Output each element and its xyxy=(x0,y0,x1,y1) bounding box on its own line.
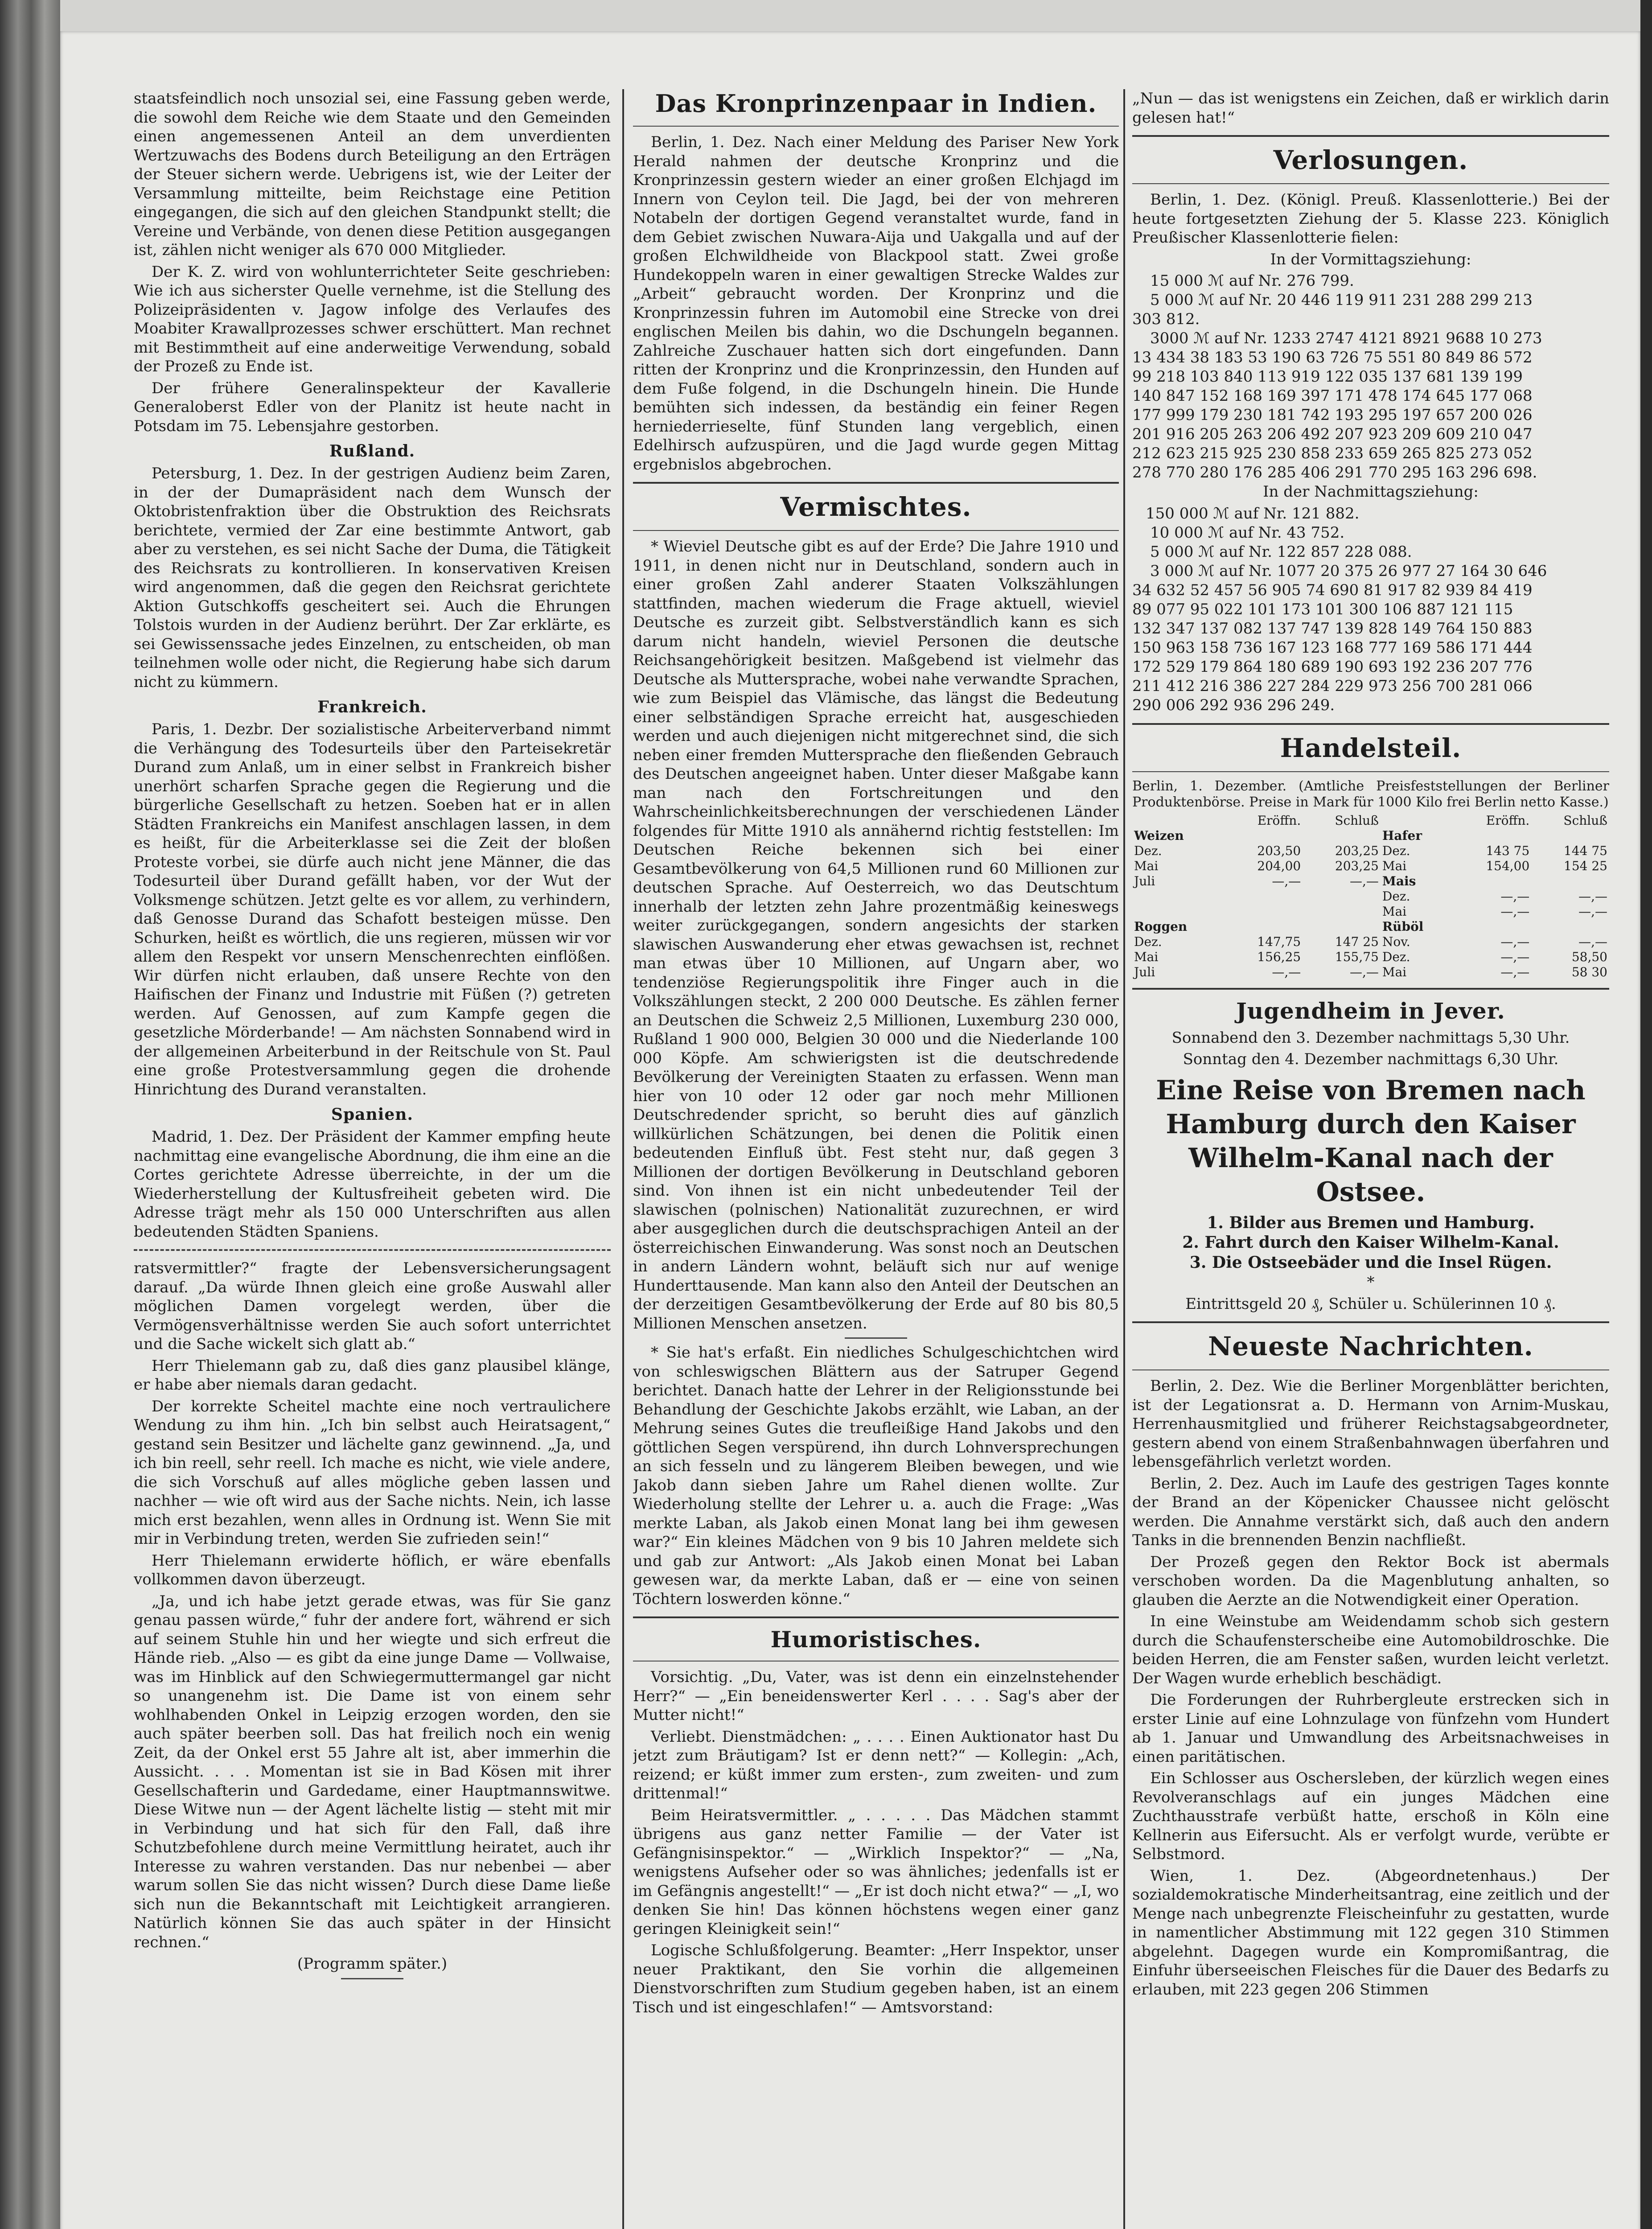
lottery-line: 303 812. xyxy=(1132,310,1200,328)
section-title-verlosungen: Verlosungen. xyxy=(1273,145,1468,175)
market-cell: 154 25 xyxy=(1564,858,1607,873)
lottery-line: 89 077 95 022 101 173 101 300 106 887 121 115 xyxy=(1132,600,1513,618)
joke-paragraph: Vorsichtig. „Du, Vater, was ist denn ein einzelnstehender Herr?“ — „Ein beneidenswerter Kerl . . . . Sag's aber der Mutter nicht!“ xyxy=(633,1668,1119,1724)
article-paragraph: Berlin, 1. Dez. (Königl. Preuß. Klassenlotterie.) Bei der heute fortgesetzten Ziehung der 5. Klasse 223. Königlich Preußischer Klassenlotterie fielen: xyxy=(1132,191,1609,247)
joke-paragraph: Logische Schlußfolgerung. Beamter: „Herr Inspektor, unser neuer Praktikant, den Sie vorhin die allgemeinen Dienstvorschriften zum Studium gegeben haben, ist an einem Tisch und ist eingeschlafen!“ — Amtsvorstand: xyxy=(633,1941,1119,2016)
news-paragraph: Wien, 1. Dez. (Abgeordnetenhaus.) Der sozialdemokratische Minderheitsantrag, eine zeitlich und der Menge nach unbegrenzte Fleischeinfuhr zu gestatten, wurde in namentlicher Abstimmung mit 122 gegen 310 Stimmen abgelehnt. Dagegen wurde ein Kompromißantrag, die Einfuhr überseeischen Fleisches für die Dauer des Bedarfs zu erlauben, mit 223 gegen 206 Stimmen xyxy=(1132,1867,1609,1999)
article-title-indien: Das Kronprinzenpaar in Indien. xyxy=(655,89,1097,118)
market-cell: 58 30 xyxy=(1571,964,1607,979)
market-cell: —,— xyxy=(1272,964,1301,979)
market-row xyxy=(1132,843,1609,859)
lottery-subhead: In der Vormittagsziehung: xyxy=(1270,250,1471,268)
feuilleton-paragraph: Herr Thielemann gab zu, daß dies ganz plausibel klänge, er habe aber niemals daran gedacht. xyxy=(134,1357,611,1394)
title-rule xyxy=(633,126,1119,127)
article-separator xyxy=(845,1337,907,1339)
market-row xyxy=(1132,889,1609,904)
lottery-list-afternoon xyxy=(1132,504,1609,715)
market-row xyxy=(1132,904,1609,919)
lottery-line: 211 412 216 386 227 284 229 973 256 700 281 066 xyxy=(1132,677,1533,695)
market-cell: Dez. xyxy=(1134,934,1162,949)
market-cell: 58,50 xyxy=(1571,949,1607,964)
end-rule xyxy=(341,1978,403,1979)
column-right xyxy=(1132,89,1609,2229)
lottery-line: 5 000 ℳ auf Nr. 20 446 119 911 231 288 299 213 xyxy=(1150,291,1533,309)
news-paragraph: Berlin, 2. Dez. Wie die Berliner Morgenblätter berichten, ist der Legationsrat a. D. Hermann von Arnim-Muskau, Herrenhausmitglied und früherer Reichstagsabgeordneter, gestern abend von einem Straßenbahnwagen überfahren und lebensgefährlich verletzt worden. xyxy=(1132,1377,1609,1471)
ad-item: 2. Fahrt durch den Kaiser Wilhelm-Kanal. xyxy=(1182,1233,1559,1252)
market-cell: 143 75 xyxy=(1486,843,1530,858)
article-paragraph: Paris, 1. Dezbr. Der sozialistische Arbeiterverband nimmt die Verhängung des Todesurteils über den Parteisekretär Durand zum Anlaß, um in einer selbst in Frankreich bisher unerhört scharfen Sprache gegen die Regierung und die bürgerliche Gesellschaft zu hetzen. Soeben hat er in allen Städten Frankreichs ein Manifest anschlagen lassen, in dem es heißt, für die Arbeiterklasse sei die Zeit der bloßen Proteste vorbei, sie dürfe auch nicht jene Männer, die das Todesurteil über Durand gefällt haben, vor der Wut der Volksmenge schützen. Jetzt gelte es vor allem, zu verhindern, daß Genosse Durand das Schafott besteigen müsse. Den Schurken, heißt es wörtlich, die uns regieren, müssen wir vor allem den Respekt vor unsern Menschenrechten einflößen. Wir dürfen nicht erlauben, daß unsere Rechte von den Haifischen der Finanz und Industrie mit Füßen (?) getreten werden. Auf Genossen, auf zum Kampfe gegen die gesetzliche Mörderbande! — Am nächsten Sonnabend wird in der allgemeinen Arbeiterbund in der Reitschule von St. Paul eine große Protestversammlung gegen die drohende Hinrichtung des Durand veranstalten. xyxy=(134,720,611,1098)
news-paragraph: Der Prozeß gegen den Rektor Bock ist abermals verschoben worden. Da die Magenblutung anhalten, so glauben die Aerzte an die Notwendigkeit einer Operation. xyxy=(1132,1553,1609,1609)
lottery-line: 5 000 ℳ auf Nr. 122 857 228 088. xyxy=(1150,543,1412,561)
market-row xyxy=(1132,965,1609,980)
market-cell: —,— xyxy=(1500,964,1530,979)
joke-paragraph: Verliebt. Dienstmädchen: „ . . . . Einen Auktionator hast Du jetzt zum Bräutigam? Ist er denn nett?“ — Kollegin: „Ach, reizend; er küßt immer zum ersten-, zum zweiten- und zum drittenmal!“ xyxy=(633,1727,1119,1802)
market-col-head: Eröffn. xyxy=(1486,813,1530,828)
market-cell: 155,75 xyxy=(1335,949,1379,964)
feuilleton-paragraph: Herr Thielemann erwiderte höflich, er wäre ebenfalls vollkommen davon überzeugt. xyxy=(134,1551,611,1588)
lottery-line: 15 000 ℳ auf Nr. 276 799. xyxy=(1150,272,1354,290)
market-cell: 144 75 xyxy=(1564,843,1607,858)
market-cell xyxy=(1303,889,1381,904)
article-paragraph: * Wieviel Deutsche gibt es auf der Erde? Die Jahre 1910 und 1911, in denen nicht nur in Deutschland, sondern auch in einer großen Zahl anderer Staaten Volkszählungen stattfinden, machen wiederum die Frage aktuell, wieviel Deutsche es zurzeit gibt. Selbstverständlich kann es sich darum nicht handeln, wieviel Personen die deutsche Reichsangehörigkeit besitzen. Maßgebend ist vielmehr das Deutsche als Muttersprache, wobei nahe verwandte Sprachen, wie zum Beispiel das Vlämische, das längst die Bedeutung einer selbständigen Sprache erreicht hat, ausgeschieden werden und auch diejenigen nicht mitgerechnet sind, die sich neben einer fremden Muttersprache den fließenden Gebrauch des Deutschen angeeignet haben. Unter dieser Maßgabe kann man nach den Fortschreitungen und den Wahrscheinlichkeitsberechnungen der verschiedenen Länder folgendes für Mitte 1910 als annähernd richtig feststellen: Im Deutschen Reiche bekennen sich bei einer Gesamtbevölkerung von 64,5 Millionen rund 60 Millionen zur deutschen Sprache. Auf Oesterreich, wo das Deutschtum innerhalb der letzten zehn Jahre prozentmäßig keineswegs weiter zurückgegangen, sondern angesichts der starken slawischen Auswanderung eher etwas gewachsen ist, rechnet man etwas über 10 Millionen, auf Ungarn aber, wo tendenziöse Regierungspolitik ihre Finger auch in die Volkszählungen steckt, 2 200 000 Deutsche. Es zählen ferner an Deutschen die Schweiz 2,5 Millionen, Luxemburg 230 000, Rußland 1 900 000, Belgien 30 000 und die Niederlande 100 000 Köpfe. Am schwierigsten ist die deutschredende Bevölkerung der Vereinigten Staaten zu erfassen. Wenn man hier von 10 oder 12 oder gar noch mehr Millionen Deutschredender spricht, so beruht dies auf gänzlich willkürlichen Schätzungen, bei denen die Politik einen bedeutenden Einfluß übt. Fest steht nur, daß gegen 3 Millionen der dortigen Bevölkerung in Deutschland geboren sind. Von ihnen ist ein nicht unbedeutender Teil der slawischen (polnischen) Nationalität zuzurechnen, er wird aber ausgeglichen durch die deutschsprachigen Anteil an der österreichischen Einwanderung. Was sonst noch an Deutschen in andern Ländern wohnt, beläuft sich nur auf wenige Hunderttausende. Man kann also den Anteil der Deutschen an der derzeitigen Gesamtbevölkerung der Erde auf 80 bis 80,5 Millionen Menschen ansetzen. xyxy=(633,538,1119,1332)
market-cell: Mai xyxy=(1134,949,1159,964)
lottery-line: 278 770 280 176 285 406 291 770 295 163 296 698. xyxy=(1132,464,1537,481)
market-col-head: Eröffn. xyxy=(1257,813,1301,828)
page-edge xyxy=(1640,0,1652,2229)
lottery-line: 140 847 152 168 169 397 171 478 174 645 177 068 xyxy=(1132,387,1533,405)
market-cell: 156,25 xyxy=(1257,949,1301,964)
section-divider xyxy=(1132,1321,1609,1323)
market-cell xyxy=(1225,828,1303,843)
section-heading-frankreich: Frankreich. xyxy=(317,698,427,716)
title-rule xyxy=(1132,771,1609,772)
article-paragraph: Petersburg, 1. Dez. In der gestrigen Audienz beim Zaren, in der der Dumapräsident nach dem Wunsch der Oktobristenfraktion über die Obstruktion des Reichsrats berichtete, vermied der Zar eine bestimmte Antwort, gab aber zu verstehen, es sei nicht Sache der Duma, die Tätigkeit des Reichsrats zu kontrollieren. In konservativen Kreisen wird angenommen, daß die gegen den Reichsrat gerichtete Aktion Gutschkoffs gescheitert sei. Auch die Ehrungen Tolstois wurden in der Audienz berührt. Der Zar erklärte, es sei Gewissenssache jedes Einzelnen, zu entscheiden, ob man teilnehmen wolle oder nicht, die Regierung habe sich darum nicht zu kümmern. xyxy=(134,465,611,691)
ad-admission: Eintrittsgeld 20 ₰, Schüler u. Schülerinnen 10 ₰. xyxy=(1185,1295,1556,1313)
market-cell: Nov. xyxy=(1382,934,1410,949)
news-paragraph: Die Forderungen der Ruhrbergleute erstrecken sich in erster Linie auf eine Lohnzulage von fünfzehn vom Hundert ab 1. Januar und Umwandlung des Arbeitsnachweises in einen paritätischen. xyxy=(1132,1691,1609,1766)
market-intro: Berlin, 1. Dezember. (Amtliche Preisfeststellungen der Berliner Produktenbörse. Preise in Mark für 1000 Kilo frei Berlin netto Kasse.) xyxy=(1132,778,1609,810)
market-cell: 204,00 xyxy=(1257,858,1301,873)
market-cell: 203,50 xyxy=(1257,843,1301,858)
market-cell xyxy=(1303,828,1381,843)
lottery-line: 172 529 179 864 180 689 190 693 192 236 207 776 xyxy=(1132,658,1533,676)
market-cell xyxy=(1454,828,1532,843)
lottery-line: 3000 ℳ auf Nr. 1233 2747 4121 8921 9688 10 273 xyxy=(1150,329,1542,347)
market-cell xyxy=(1531,828,1609,843)
lottery-line: 99 218 103 840 113 919 122 035 137 681 139 199 xyxy=(1132,368,1523,386)
market-cell: Weizen xyxy=(1134,828,1184,843)
market-cell: Juli xyxy=(1134,873,1155,888)
feuilleton-divider xyxy=(134,1249,611,1251)
lottery-line: 10 000 ℳ auf Nr. 43 752. xyxy=(1150,523,1345,542)
ad-headline-reise: Eine Reise von Bremen nach Hamburg durch den Kaiser Wilhelm-Kanal nach der Ostsee. xyxy=(1156,1074,1586,1208)
market-header-row xyxy=(1132,813,1609,828)
market-cell xyxy=(1454,874,1532,889)
column-rule xyxy=(622,89,624,2229)
market-cell xyxy=(1454,919,1532,934)
lottery-line: 201 916 205 263 206 492 207 923 209 609 210 047 xyxy=(1132,425,1533,443)
market-cell xyxy=(1225,904,1303,919)
market-cell: Dez. xyxy=(1382,888,1410,904)
article-paragraph: Berlin, 1. Dez. Nach einer Meldung des Pariser New York Herald nahmen der deutsche Kronprinz und die Kronprinzessin gestern wieder an einer großen Elchjagd im Innern von Ceylon teil. Die Jagd, bei der von mehreren Notabeln der dortigen Gegend veranstaltet wurde, fand in dem Gebiet zwischen Nuwara-Aija und Uakgalla und auf der großen Elchwildheide von Blackpool statt. Zwei große Hundekoppeln waren in einer gewaltigen Strecke Waldes zur „Arbeit“ gebraucht worden. Der Kronprinz und die Kronprinzessin fuhren im Automobil eine Strecke von drei englischen Meilen bis dahin, wo die Dschungeln begannen. Zahlreiche Zuschauer hatten sich dort eingefunden. Dann ritten der Kronprinz und die Kronprinzessin, den Hunden auf dem Fuße folgend, in die Dschungeln hinein. Die Hunde bemühten sich indessen, da beständig ein feiner Regen herniederrieselte, fünf Stunden lang vergeblich, einen Edelhirsch aufzuspüren, und die Jagd wurde gegen Mittag ergebnislos abgebrochen. xyxy=(633,133,1119,473)
lottery-line: 13 434 38 183 53 190 63 726 75 551 80 849 86 572 xyxy=(1132,349,1533,366)
article-paragraph: Der K. Z. wird von wohlunterrichteter Seite geschrieben: Wie ich aus sicherster Quelle vernehme, ist die Stellung des Polizeipräsidenten v. Jagow infolge des Verlaufes des Moabiter Krawallprozesses schwer erschüttert. Man rechnet mit Bestimmtheit auf eine anderweitige Verwendung, sobald der Prozeß zu Ende ist. xyxy=(134,263,611,375)
title-rule xyxy=(1132,1369,1609,1370)
market-cell: 147 25 xyxy=(1335,934,1379,949)
feuilleton-paragraph: ratsvermittler?“ fragte der Lebensversicherungsagent darauf. „Da würde Ihnen gleich eine große Auswahl aller möglichen Damen vorgelegt werden, über die Vermögensverhältnisse werden Sie auch sofort unterrichtet und die Sache wickelt sich glatt ab.“ xyxy=(134,1259,611,1353)
article-paragraph: Madrid, 1. Dez. Der Präsident der Kammer empfing heute nachmittag eine evangelische Abordnung, die ihm eine an die Cortes gerichtete Adresse überreichte, in der um die Wiederherstellung der Kultusfreiheit gebeten wird. Die Adresse trägt mehr als 150 000 Unterschriften aus allen bedeutenden Städten Spaniens. xyxy=(134,1128,611,1241)
book-spine xyxy=(0,0,60,2229)
market-cell xyxy=(1225,919,1303,934)
title-rule xyxy=(1132,183,1609,184)
feuilleton-paragraph: Der korrekte Scheitel machte eine noch vertraulichere Wendung zu ihm hin. „Ich bin selbst auch Heiratsagent,“ gestand sein Besitzer und lächelte ganz gewinnend. „Ja, und ich bin reell, sehr reell. Ich mache es nicht, wie viele andere, die sich Vorschuß auf alles mögliche geben lassen und nachher — wie oft wird aus der Sache nichts. Nein, ich lasse mich erst bezahlen, wenn alles in Ordnung ist. Wenn Sie mit mir in Verbindung treten, werden Sie zufrieden sein!“ xyxy=(134,1397,611,1548)
column-rule xyxy=(1123,89,1125,2229)
lottery-list-morning xyxy=(1132,271,1609,482)
market-cell xyxy=(1531,919,1609,934)
market-row xyxy=(1132,950,1609,965)
market-table xyxy=(1132,813,1609,980)
column-middle xyxy=(633,89,1119,2229)
market-col-head: Schluß xyxy=(1335,813,1379,828)
article-paragraph: Der frühere Generalinspekteur der Kavallerie Generaloberst Edler von der Planitz ist heute nacht in Potsdam im 75. Lebensjahre gestorben. xyxy=(134,379,611,435)
ad-line: Sonnabend den 3. Dezember nachmittags 5,30 Uhr. xyxy=(1171,1028,1570,1047)
market-cell: —,— xyxy=(1272,873,1301,888)
title-rule xyxy=(633,530,1119,531)
joke-paragraph: Beim Heiratsvermittler. „ . . . . . Das Mädchen stammt übrigens aus ganz netter Familie — der Vater ist Gefängnisinspektor.“ — „Wirklich Inspektor?“ — „Na, wenigstens Aufseher oder so was ähnliches; jedenfalls ist er im Gefängnis angestellt!“ — „Er ist doch nicht etwa?“ — „I, wo denken Sie hin! Das können höchstens wegen einer ganz geringen Kleinigkeit sein!“ xyxy=(633,1806,1119,1938)
section-heading-spanien: Spanien. xyxy=(331,1105,413,1124)
market-cell xyxy=(1132,904,1225,919)
market-cell: —,— xyxy=(1500,888,1530,904)
market-cell: —,— xyxy=(1578,934,1607,949)
market-col-head: Schluß xyxy=(1563,813,1607,828)
market-cell: —,— xyxy=(1578,888,1607,904)
market-row xyxy=(1132,919,1609,934)
news-paragraph: Ein Schlosser aus Oschersleben, der kürzlich wegen eines Revolveranschlags auf ein junges Mädchen eine Zuchthausstrafe verbüßt hatte, erschoß in Köln eine Kellnerin aus Eifersucht. Als er verfolgt wurde, verübte er Selbstmord. xyxy=(1132,1769,1609,1863)
section-title-neueste: Neueste Nachrichten. xyxy=(1208,1331,1533,1361)
ad-item: 3. Die Ostseebäder und die Insel Rügen. xyxy=(1189,1253,1552,1272)
market-cell: 203,25 xyxy=(1335,843,1379,858)
market-cell: —,— xyxy=(1500,904,1530,919)
lottery-line: 150 000 ℳ auf Nr. 121 882. xyxy=(1146,504,1360,522)
news-paragraph: In eine Weinstube am Weidendamm schob sich gestern durch die Schaufensterscheibe eine Automobildroschke. Die beiden Herren, die am Fenster saßen, wurden leicht verletzt. Der Wagen wurde erheblich beschädigt. xyxy=(1132,1612,1609,1687)
lottery-line: 150 963 158 736 167 123 168 777 169 586 171 444 xyxy=(1132,638,1533,657)
market-cell: 147,75 xyxy=(1257,934,1301,949)
market-cell: —,— xyxy=(1350,873,1379,888)
article-paragraph: * Sie hat's erfaßt. Ein niedliches Schulgeschichtchen wird von schleswigschen Blättern aus der Satruper Gegend berichtet. Danach hatte der Lehrer in der Religionsstunde bei Behandlung der Geschichte Jakobs erzählt, wie Laban, an der Mehrung seines Gutes die treufleißige Hand Jakobs und den göttlichen Segen verspürend, ihn durch Lohnversprechungen an sich fesseln und zu längerem Bleiben bewegen, und wie Jakob dann sieben Jahre um Rahel dienen wollte. Zur Wiederholung stellte der Lehrer u. a. auch die Frage: „Was merkte Laban, als Jakob einen Monat lang bei ihm gewesen war?“ Ein kleines Mädchen von 9 bis 10 Jahren meldete sich und gab zur Antwort: „Als Jakob einen Monat bei Laban gewesen war, da merkte Laban, daß er — eine von seinen Töchtern loswerden könne.“ xyxy=(633,1344,1119,1608)
market-cell: Hafer xyxy=(1382,828,1422,843)
market-cell: 154,00 xyxy=(1486,858,1530,873)
lottery-subhead: In der Nachmittagsziehung: xyxy=(1263,483,1479,501)
market-cell: Dez. xyxy=(1134,843,1162,858)
market-cell xyxy=(1303,904,1381,919)
section-divider xyxy=(633,1616,1119,1618)
article-paragraph: „Nun — das ist wenigstens ein Zeichen, daß er wirklich darin gelesen hat!“ xyxy=(1132,90,1609,127)
market-cell: 203,25 xyxy=(1335,858,1379,873)
ad-star: * xyxy=(1367,1273,1375,1291)
market-cell: Mai xyxy=(1134,858,1159,873)
market-cell: Dez. xyxy=(1382,843,1410,858)
ad-line: Sonntag den 4. Dezember nachmittags 6,30 Uhr. xyxy=(1183,1050,1559,1068)
section-divider xyxy=(1132,135,1609,137)
section-divider xyxy=(1132,723,1609,725)
market-cell: —,— xyxy=(1578,904,1607,919)
market-row xyxy=(1132,859,1609,874)
market-cell: —,— xyxy=(1350,964,1379,979)
section-title-handelsteil: Handelsteil. xyxy=(1280,732,1462,763)
market-cell: —,— xyxy=(1500,934,1530,949)
section-divider xyxy=(1132,988,1609,990)
market-cell xyxy=(1531,874,1609,889)
market-cell: Mai xyxy=(1382,964,1407,979)
market-row xyxy=(1132,874,1609,889)
lottery-line: 177 999 179 230 181 742 193 295 197 657 200 026 xyxy=(1132,406,1533,424)
lottery-line: 3 000 ℳ auf Nr. 1077 20 375 26 977 27 164 30 646 xyxy=(1150,562,1547,580)
section-title-vermischtes: Vermischtes. xyxy=(780,492,972,522)
market-cell: Roggen xyxy=(1134,919,1188,934)
market-cell: Juli xyxy=(1134,964,1155,979)
section-divider xyxy=(633,482,1119,484)
market-cell: Mai xyxy=(1382,858,1407,873)
article-paragraph: staatsfeindlich noch unsozial sei, eine Fassung geben werde, die sowohl dem Reiche wie dem Staate und den Gemeinden einen angemessenen Anteil an dem unverdienten Wertzuwachs des Bodens durch Beteiligung an den Erträgen der Steuer sichern werde. Uebrigens ist, wie der Leiter der Versammlung mitteilte, beim Reichstage eine Petition eingegangen, die sich auf den gleichen Standpunkt stellt; die Vereine und Verbände, von denen diese Petition ausgegangen ist, zählen nicht weniger als 670 000 Mitglieder. xyxy=(134,90,611,259)
section-title-humor: Humoristisches. xyxy=(770,1626,982,1653)
feuilleton-closing: (Programm später.) xyxy=(297,1955,448,1973)
lottery-line: 132 347 137 082 137 747 139 828 149 764 150 883 xyxy=(1132,619,1533,637)
market-cell: Mai xyxy=(1382,904,1407,919)
feuilleton-paragraph: „Ja, und ich habe jetzt gerade etwas, was für Sie ganz genau passen würde,“ fuhr der andere fort, während er sich auf seinem Stuhle hin und her wiegte und sich erfreut die Hände rieb. „Also — es gibt da eine junge Dame — Vollwaise, was im Hinblick auf den Schwiegermuttermangel gar nicht so unangenehm ist. Die Dame ist von einem sehr wohlhabenden Onkel in Leipzig erzogen worden, den sie auch später beerben soll. Das hat freilich noch ein wenig Zeit, da der Onkel erst 55 Jahre alt ist, aber immerhin die Aussicht. . . . Momentan ist sie in Bad Kösen mit ihrer Gesellschafterin und Gardedame, einer Hauptmannswitwe. Diese Witwe nun — der Agent lächelte listig — steht mit mir in Verbindung und hat sich für den Fall, daß ihre Schutzbefohlene durch meine Vermittlung heiratet, auch ihr Interesse zu wahren verstanden. Das nur nebenbei — aber warum sollen Sie das nicht wissen? Durch diese Dame ließe sich nun die Bekanntschaft mit Leichtigkeit arrangieren. Natürlich können Sie das auch später in der Hinsicht rechnen.“ xyxy=(134,1592,611,1951)
market-cell xyxy=(1132,889,1225,904)
market-cell: Dez. xyxy=(1382,949,1410,964)
ad-title-jugendheim: Jugendheim in Jever. xyxy=(1236,997,1505,1024)
market-cell xyxy=(1225,889,1303,904)
market-cell: —,— xyxy=(1500,949,1530,964)
market-cell: Mais xyxy=(1382,873,1416,888)
column-left xyxy=(134,89,611,2229)
news-paragraph: Berlin, 2. Dez. Auch im Laufe des gestrigen Tages konnte der Brand an der Köpenicker Chaussee nicht gelöscht werden. Die Annahme verstärkt sich, daß auch den andern Tanks in die brennenden Benzin nachfließt. xyxy=(1132,1474,1609,1549)
market-row xyxy=(1132,828,1609,843)
lottery-line: 34 632 52 457 56 905 74 690 81 917 82 939 84 419 xyxy=(1132,581,1533,599)
market-row xyxy=(1132,934,1609,950)
ad-item: 1. Bilder aus Bremen und Hamburg. xyxy=(1207,1213,1535,1232)
market-cell: Rüböl xyxy=(1382,919,1424,934)
lottery-line: 290 006 292 936 296 249. xyxy=(1132,696,1335,714)
lottery-line: 212 623 215 925 230 858 233 659 265 825 273 052 xyxy=(1132,444,1533,462)
section-heading-russland: Rußland. xyxy=(329,442,415,461)
market-cell xyxy=(1303,919,1381,934)
